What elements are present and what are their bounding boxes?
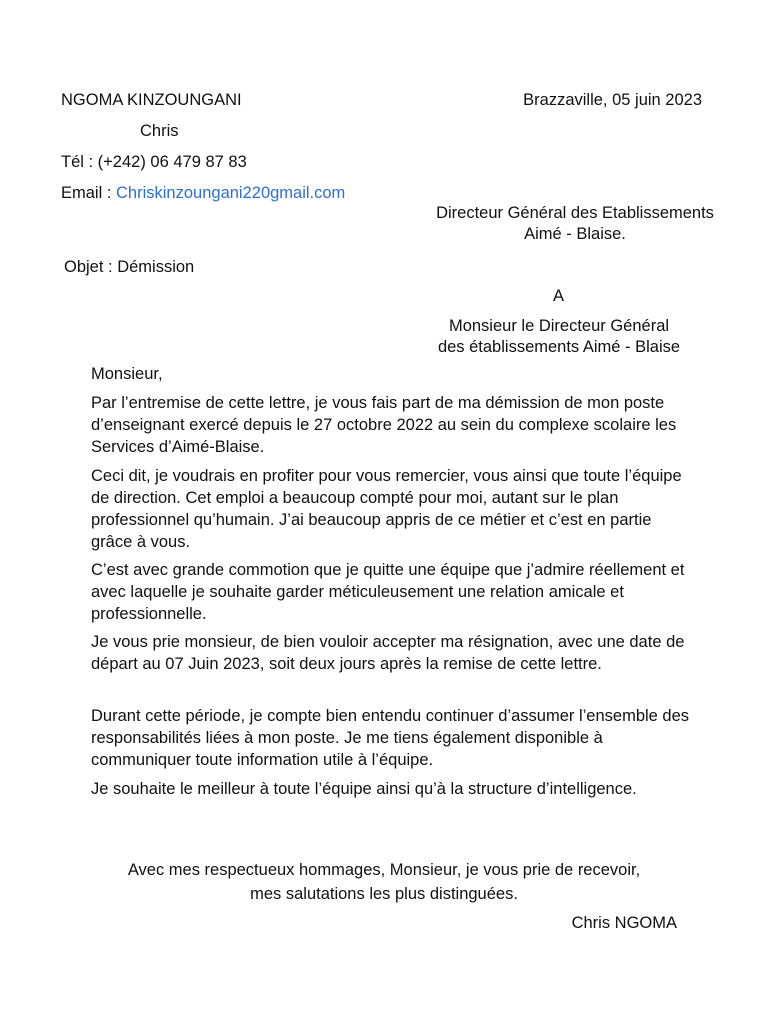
- recipient-title-line1: Directeur Général des Etablissements: [436, 204, 714, 222]
- paragraph-3: C’est avec grande commotion que je quitte une équipe que j’admire réellement et avec laquelle je souhaite garder méticuleusement une relation amicale et professionnelle.: [91, 561, 685, 623]
- signature: Chris NGOMA: [571, 914, 677, 932]
- sender-firstname: Chris: [140, 122, 179, 140]
- closing-line2: mes salutations les plus distinguées.: [250, 885, 518, 903]
- sender-phone: Tél : (+242) 06 479 87 83: [61, 153, 247, 171]
- email-label: Email :: [61, 184, 117, 202]
- sender-surname: NGOMA KINZOUNGANI: [61, 91, 242, 109]
- sender-email-line: [61, 183, 345, 204]
- recipient-title: [420, 203, 730, 245]
- recipient-title-line2: Aimé - Blaise.: [524, 225, 626, 243]
- paragraph-4: Je vous prie monsieur, de bien vouloir accepter ma résignation, avec une date de départ au 07 Juin 2023, soit deux jours après la remise de cette lettre.: [91, 633, 685, 673]
- address-block: [410, 316, 708, 358]
- paragraph-2: Ceci dit, je voudrais en profiter pour vous remercier, vous ainsi que toute l’équipe de direction. Cet emploi a beaucoup compté pour moi, autant sur le plan professionnel qu’humain. J’ai beaucoup appris de ce métier et c’est en partie grâce à vous.: [91, 467, 682, 551]
- salutation: Monsieur,: [91, 365, 163, 383]
- paragraph-6: Je souhaite le meilleur à toute l’équipe ainsi qu’à la structure d’intelligence.: [91, 780, 637, 798]
- address-a: A: [553, 287, 565, 305]
- paragraph-1: Par l’entremise de cette lettre, je vous fais part de ma démission de mon poste d’enseignant exercé depuis le 27 octobre 2022 au sein du complexe scolaire les Services d’Aimé-Blaise.: [91, 394, 677, 456]
- place-date: Brazzaville, 05 juin 2023: [523, 91, 702, 109]
- email-link[interactable]: Chriskinzoungani220gmail.com: [116, 184, 346, 202]
- paragraph-5: Durant cette période, je compte bien entendu continuer d’assumer l’ensemble des responsabilités liées à mon poste. Je me tiens également disponible à communiquer toute information utile à l’équipe.: [91, 707, 690, 769]
- closing-line1: Avec mes respectueux hommages, Monsieur, je vous prie de recevoir,: [127, 861, 641, 879]
- subject-line: Objet : Démission: [64, 258, 195, 276]
- address-line1: Monsieur le Directeur Général: [448, 317, 670, 335]
- closing-block: [60, 860, 708, 905]
- address-line2: des établissements Aimé - Blaise: [437, 338, 681, 356]
